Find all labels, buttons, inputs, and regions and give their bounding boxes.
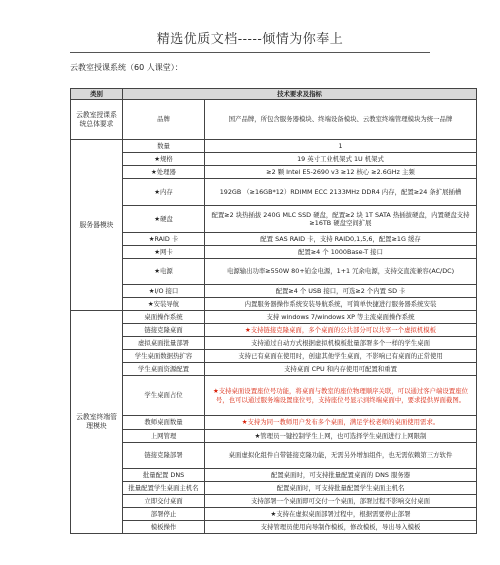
spec-cell: 内置服务器操作系统安装导航系统，可简单快捷进行服务器系统安装 [205,298,477,311]
table-row [71,495,477,508]
item-cell: 部署停止 [123,508,205,521]
table-row [71,285,477,298]
table-row [71,363,477,376]
item-cell: ★网卡 [123,246,205,259]
item-cell: 虚拟桌面批量部署 [123,337,205,350]
spec-cell: ★支持链接克隆桌面，多个桌面的公共部分可以共享一个虚拟机模板 [205,324,477,337]
spec-cell: 配置桌面时，可支持批量配置桌面的 DNS 服务器 [205,469,477,482]
spec-cell: ★支持在虚拟桌面部署过程中，根据需要停止部署 [205,508,477,521]
item-cell: 教师桌面数量 [123,416,205,430]
table-row [71,430,477,443]
table-row [71,153,477,166]
item-cell: 学生桌面占位 [123,376,205,416]
spec-cell: 配置≥4 个 1000Base-T 接口 [205,246,477,259]
item-cell: 品牌 [123,100,205,140]
item-cell: 链接克隆桌面 [123,324,205,337]
spec-table [70,88,477,534]
table-row [71,376,477,416]
table-row [71,443,477,469]
spec-cell: 支持部署一个桌面即可交付一个桌面，部署过程不影响交付桌面 [205,495,477,508]
table-row [71,311,477,324]
spec-cell: 支持 windows 7/windows XP 等主流桌面操作系统 [205,311,477,324]
section-subtitle: 云教室授课系统（60 人课堂）： [70,63,183,72]
spec-cell: 支持已有桌面在使用时，创建其他学生桌面，不影响已有桌面的正常使用 [205,350,477,363]
spec-cell: 1 [205,140,477,153]
table-row [71,246,477,259]
item-cell: ★规格 [123,153,205,166]
item-cell: 桌面操作系统 [123,311,205,324]
item-cell: 立即交付桌面 [123,495,205,508]
category-cell: 云教室终端管理模块 [71,311,123,534]
table-row [71,298,477,311]
item-cell: ★安装导航 [123,298,205,311]
table-row [71,233,477,246]
table-row [71,469,477,482]
item-cell: ★处理器 [123,166,205,179]
table-row [71,324,477,337]
item-cell: 链接克隆部署 [123,443,205,469]
spec-cell: 配置桌面时，可支持批量配置学生桌面主机名 [205,482,477,495]
spec-cell: 支持桌面 CPU 和内存使用可配置和重置 [205,363,477,376]
spec-cell: ★管理员一键控制学生上网，也可选择学生桌面进行上网限制 [205,430,477,443]
spec-cell: 19 英寸工业机架式 1U 机架式 [205,153,477,166]
table-row [71,482,477,495]
table-header-row [71,89,477,100]
table-row [71,259,477,285]
item-cell: 批量配置 DNS [123,469,205,482]
item-cell: 学生桌面资源配置 [123,363,205,376]
spec-cell: ★支持为同一教师用户发布多个桌面，满足学校老师的桌面使用需求。 [205,416,477,430]
spec-cell: 配置≥2 块热插拔 240G MLC SSD 硬盘，配置≥2 块 1T SATA 热插拔硬盘，内置硬盘支持≥16TB 硬盘空间扩展 [205,206,477,233]
item-cell: ★硬盘 [123,206,205,233]
spec-cell: ≥2 颗 Intel E5-2690 v3 ≥12 核心 ≥2.6GHz 主频 [205,166,477,179]
spec-cell: 配置≥4 个 USB 接口，可选≥2 个内置 SD 卡 [205,285,477,298]
table-row [71,179,477,206]
table-row [71,166,477,179]
table-row [71,337,477,350]
table-row [71,508,477,521]
spec-cell: 支持通过自动方式根据虚拟机模板批量部署多个一样的学生桌面 [205,337,477,350]
item-cell: ★内存 [123,179,205,206]
spec-cell: 配置 SAS RAID 卡，支持 RAID0,1,5,6，配置≥1G 缓存 [205,233,477,246]
header-spec: 技术要求及指标 [123,89,477,100]
spec-cell: 桌面虚拟化组件自带链接克隆功能，无需另外增加组件，也无需依赖第三方软件 [205,443,477,469]
table-row [71,521,477,534]
category-cell: 云教室授课系统总体要求 [71,100,123,140]
item-cell: 上网管理 [123,430,205,443]
header-category: 类别 [71,89,123,100]
table-row [71,140,477,153]
spec-cell: 支持管理员使用向导制作模板，修改模板，导出导入模板 [205,521,477,534]
spec-cell: 电源输出功率≥550W 80+铂金电源，1+1 冗余电源，支持交直流兼容(AC/DC) [205,259,477,285]
table-row [71,416,477,430]
document-header: 精选优质文档-----倾情为你奉上 [156,32,344,47]
item-cell: 模板操作 [123,521,205,534]
item-cell: 数量 [123,140,205,153]
spec-cell: 国产品牌，所包含服务器模块、终端设备模块、云教室终端管理模块为统一品牌 [205,100,477,140]
item-cell: ★I/O 接口 [123,285,205,298]
item-cell: 批量配置学生桌面主机名 [123,482,205,495]
table-row [71,350,477,363]
item-cell: ★RAID 卡 [123,233,205,246]
header-divider [70,52,430,53]
category-cell: 服务器模块 [71,140,123,311]
spec-cell: ★支持桌面设置座位号功能，将桌面与教室的座位物理顺序关联，可以通过客户端设置座位号，也可以通过服务端设置座位号，支持座位号显示到终端桌面中，要求提供界面截图。 [205,376,477,416]
spec-cell: 192GB （≥16GB*12）RDIMM ECC 2133MHz DDR4 内存，配置≥24 条扩展插槽 [205,179,477,206]
table-row [71,100,477,140]
table-row [71,206,477,233]
item-cell: ★电源 [123,259,205,285]
item-cell: 学生桌面数据热扩容 [123,350,205,363]
